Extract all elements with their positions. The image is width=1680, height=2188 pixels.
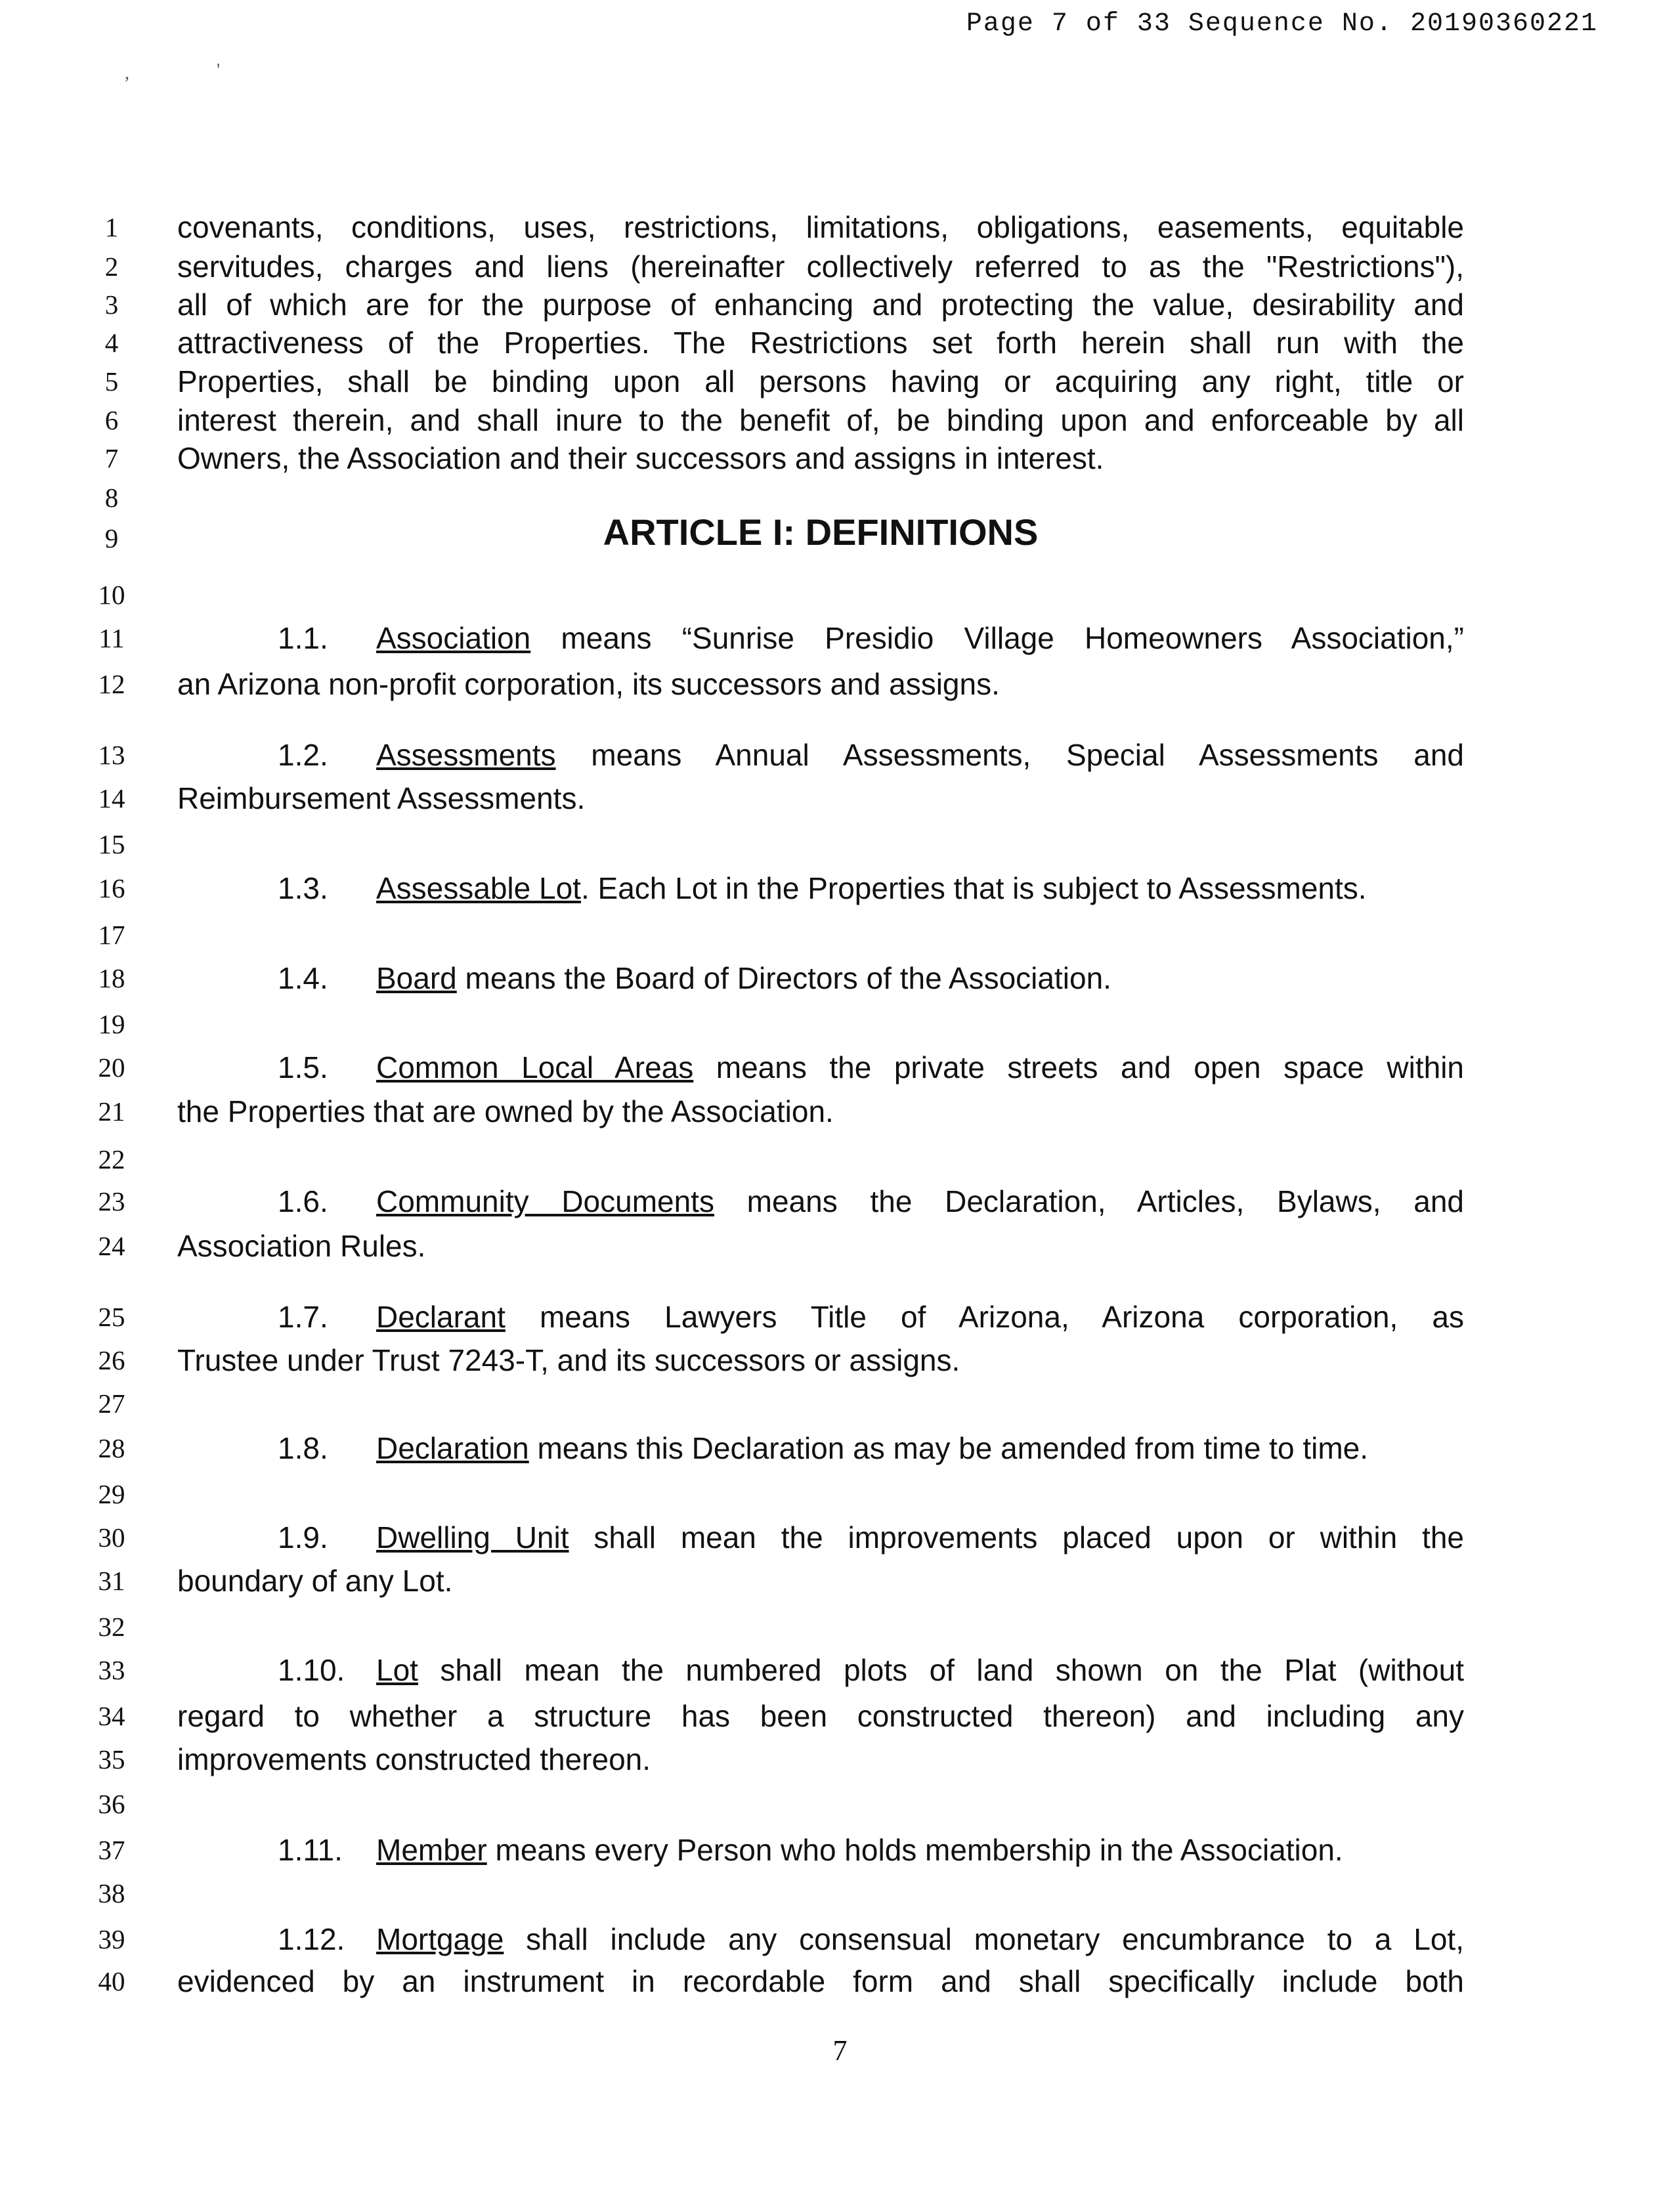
definition-line: boundary of any Lot. — [177, 1564, 453, 1598]
line-number: 37 — [98, 1835, 125, 1865]
defined-term: Association — [376, 621, 531, 655]
line-number: 17 — [98, 920, 125, 950]
line-number: 32 — [98, 1612, 125, 1642]
page-header: Page 7 of 33 Sequence No. 20190360221 — [966, 9, 1598, 39]
line-number: 35 — [98, 1744, 125, 1774]
line-number: 39 — [98, 1924, 125, 1954]
line-number: 21 — [98, 1096, 125, 1126]
definition-number: 1.1. — [278, 621, 328, 655]
line-number: 4 — [104, 328, 119, 358]
scan-speck: ' — [217, 60, 221, 81]
line-number: 7 — [104, 443, 119, 473]
paragraph-line: covenants, conditions, uses, restrictions, limitations, obligations, easements, equitable — [177, 210, 1464, 244]
definition-text: means Lawyers Title of Arizona, Arizona corporation, as — [505, 1300, 1464, 1334]
line-number: 13 — [98, 740, 125, 770]
definition-text: means Annual Assessments, Special Assessments and — [555, 738, 1464, 772]
defined-term: Mortgage — [376, 1922, 504, 1956]
definition-line — [278, 618, 1464, 658]
definition-text: means the Board of Directors of the Association. — [456, 961, 1111, 995]
defined-term: Community Documents — [376, 1184, 714, 1218]
page-number: 7 — [832, 2034, 848, 2067]
line-number: 27 — [98, 1388, 125, 1419]
line-number: 28 — [98, 1433, 125, 1463]
definition-line — [278, 958, 1464, 998]
definition-text: means the private streets and open space within — [693, 1050, 1464, 1084]
line-number: 23 — [98, 1186, 125, 1216]
line-number: 12 — [98, 669, 125, 699]
definition-number: 1.11. — [278, 1833, 343, 1867]
scan-speck: , — [125, 63, 129, 83]
line-number: 30 — [98, 1522, 125, 1553]
line-number: 2 — [104, 251, 119, 282]
line-number: 26 — [98, 1345, 125, 1375]
defined-term: Assessments — [376, 738, 556, 772]
line-number: 16 — [98, 873, 125, 903]
line-number: 19 — [98, 1009, 125, 1039]
defined-term: Member — [376, 1833, 487, 1867]
definition-text: means every Person who holds membership in the Association. — [486, 1833, 1343, 1867]
paragraph-line: all of which are for the purpose of enhancing and protecting the value, desirability and — [177, 288, 1464, 322]
line-number: 1 — [104, 212, 119, 242]
line-number: 5 — [104, 366, 119, 397]
definition-number: 1.5. — [278, 1050, 328, 1084]
line-number: 8 — [104, 483, 119, 513]
defined-term: Declaration — [376, 1431, 529, 1465]
definition-text: shall mean the improvements placed upon or within the — [569, 1520, 1464, 1555]
definition-number: 1.9. — [278, 1520, 328, 1555]
definition-line — [278, 1518, 1464, 1557]
definition-line — [278, 869, 1464, 908]
definition-number: 1.8. — [278, 1431, 328, 1465]
definition-line: improvements constructed thereon. — [177, 1742, 651, 1776]
line-number: 3 — [104, 290, 119, 320]
line-number: 40 — [98, 1966, 125, 1996]
definition-text: means the Declaration, Articles, Bylaws, and — [714, 1184, 1464, 1218]
line-number: 33 — [98, 1655, 125, 1685]
paragraph-line: attractiveness of the Properties. The Restrictions set forth herein shall run with the — [177, 326, 1464, 360]
line-number: 20 — [98, 1052, 125, 1083]
line-number: 14 — [98, 783, 125, 813]
paragraph-line: Properties, shall be binding upon all persons having or acquiring any right, title or — [177, 364, 1464, 398]
defined-term: Board — [376, 961, 457, 995]
defined-term: Assessable Lot — [376, 871, 581, 905]
paragraph-line: servitudes, charges and liens (hereinafter collectively referred to as the "Restrictions"), — [177, 249, 1464, 284]
defined-term: Lot — [376, 1653, 418, 1687]
line-number: 31 — [98, 1566, 125, 1596]
definition-line — [278, 1920, 1464, 1959]
line-number: 34 — [98, 1701, 125, 1731]
defined-term: Declarant — [376, 1300, 506, 1334]
definition-line: the Properties that are owned by the Association. — [177, 1094, 834, 1128]
definition-line — [278, 1048, 1464, 1087]
definition-line — [278, 1650, 1464, 1690]
definition-number: 1.2. — [278, 738, 328, 772]
line-number: 15 — [98, 829, 125, 859]
definition-number: 1.3. — [278, 871, 328, 905]
definition-text: shall include any consensual monetary encumbrance to a Lot, — [504, 1922, 1464, 1956]
definition-line — [278, 1182, 1464, 1221]
definition-line: an Arizona non-profit corporation, its successors and assigns. — [177, 667, 1000, 701]
definition-line: Trustee under Trust 7243-T, and its successors or assigns. — [177, 1343, 960, 1377]
definition-line: regard to whether a structure has been constructed thereon) and including any — [177, 1699, 1464, 1733]
definition-number: 1.6. — [278, 1184, 328, 1218]
definition-number: 1.7. — [278, 1300, 328, 1334]
line-number: 38 — [98, 1878, 125, 1908]
definition-line: Reimbursement Assessments. — [177, 781, 586, 815]
line-number: 9 — [104, 523, 119, 553]
paragraph-line: interest therein, and shall inure to the benefit of, be binding upon and enforceable by all — [177, 403, 1464, 437]
definition-number: 1.10. — [278, 1653, 345, 1687]
line-number: 36 — [98, 1789, 125, 1819]
definition-line — [278, 735, 1464, 775]
line-number: 29 — [98, 1479, 125, 1509]
defined-term: Common Local Areas — [376, 1050, 694, 1084]
definition-text: . Each Lot in the Properties that is subject to Assessments. — [580, 871, 1367, 905]
paragraph-line: Owners, the Association and their successors and assigns in interest. — [177, 441, 1104, 475]
line-number: 6 — [104, 405, 119, 435]
definition-line: Association Rules. — [177, 1229, 426, 1263]
line-number: 18 — [98, 963, 125, 993]
definition-text: shall mean the numbered plots of land shown on the Plat (without — [418, 1653, 1464, 1687]
line-number: 11 — [98, 623, 125, 653]
article-title: ARTICLE I: DEFINITIONS — [603, 511, 1039, 553]
definition-text: means this Declaration as may be amended from time to time. — [528, 1431, 1369, 1465]
line-number: 22 — [98, 1144, 125, 1174]
definition-line: evidenced by an instrument in recordable form and shall specifically include both — [177, 1964, 1464, 1998]
definition-line — [278, 1830, 1464, 1870]
line-number: 24 — [98, 1231, 125, 1261]
line-number: 10 — [98, 580, 125, 610]
line-number: 25 — [98, 1302, 125, 1332]
definition-number: 1.4. — [278, 961, 328, 995]
defined-term: Dwelling Unit — [376, 1520, 569, 1555]
definition-number: 1.12. — [278, 1922, 345, 1956]
definition-text: means “Sunrise Presidio Village Homeowners Association,” — [530, 621, 1464, 655]
definition-line — [278, 1428, 1464, 1468]
definition-line — [278, 1297, 1464, 1337]
